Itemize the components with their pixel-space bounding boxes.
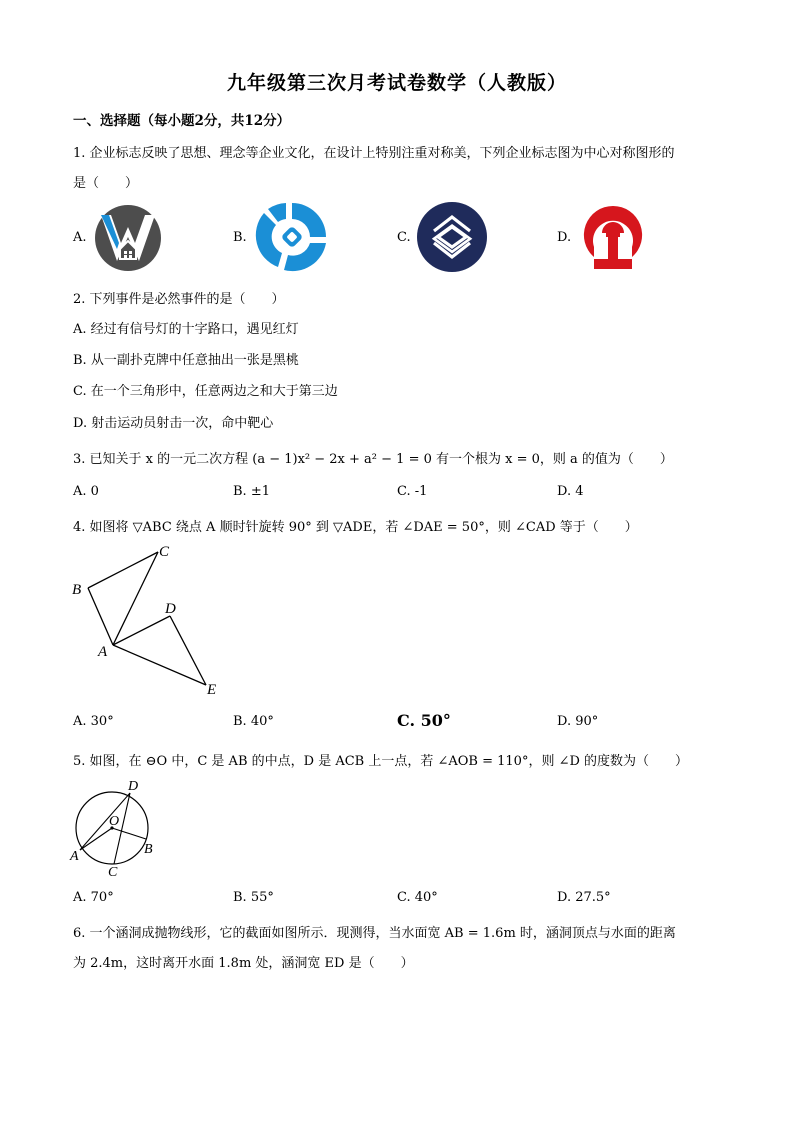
q4-segment-de (170, 616, 206, 685)
q5-radius-ob (112, 828, 146, 839)
q4-option-c: C. 50° (397, 711, 451, 730)
page-title: 九年级第三次月考试卷数学（人教版） (226, 72, 567, 94)
q5-stem: 5. 如图，在 ⊖O 中，C 是 AB 的中点，D 是 ACB 上一点，若 ∠AOB = 110°，则 ∠D 的度数为（ ） (73, 754, 689, 769)
q4-segment-ae (113, 645, 206, 685)
q1-option-b-label: B. (233, 230, 247, 245)
q1-stem-line2: 是（ ） (73, 176, 139, 191)
q4-option-d: D. 90° (557, 714, 599, 729)
q4-label-d: D (165, 601, 176, 617)
q5-option-a: A. 70° (73, 890, 114, 905)
q4-segment-ad (113, 616, 170, 645)
q1-option-a-label: A. (73, 230, 87, 245)
section-heading: 一、选择题（每小题2分，共12分） (73, 113, 291, 129)
q2-option-c: C. 在一个三角形中，任意两边之和大于第三边 (73, 384, 338, 399)
q4-label-a: A (98, 644, 108, 660)
q4-label-c: C (159, 544, 170, 560)
q4-label-b: B (72, 582, 82, 598)
q2-option-b: B. 从一副扑克牌中任意抽出一张是黑桃 (73, 353, 299, 368)
q4-option-a: A. 30° (73, 714, 114, 729)
q5-option-c: C. 40° (397, 890, 438, 905)
china-mobile-logo-icon (416, 201, 488, 273)
q3-stem: 3. 已知关于 x 的一元二次方程 (a − 1)x² − 2x + a² − 1 = 0 有一个根为 x = 0，则 a 的值为（ ） (73, 452, 673, 467)
q3-option-c: C. -1 (397, 484, 428, 499)
q6-stem-line1: 6. 一个涵洞成抛物线形，它的截面如图所示．现测得，当水面宽 AB = 1.6m 时，涵洞顶点与水面的距离 (73, 926, 676, 941)
q4-rotation-figure (68, 540, 228, 700)
q3-option-b: B. ±1 (233, 484, 270, 499)
q4-segment-ca (113, 552, 158, 645)
q4-label-e: E (207, 682, 217, 698)
q2-option-d: D. 射击运动员射击一次，命中靶心 (73, 416, 274, 431)
q5-label-a: A (70, 849, 79, 864)
q6-stem-line2: 为 2.4m，这时离开水面 1.8m 处，涵洞宽 ED 是（ ） (73, 956, 414, 971)
q4-option-b: B. 40° (233, 714, 274, 729)
q5-option-b: B. 55° (233, 890, 274, 905)
q5-option-d: D. 27.5° (557, 890, 611, 905)
q4-segment-bc (88, 552, 158, 588)
q4-segment-ba (88, 588, 113, 645)
q5-label-c: C (108, 865, 118, 880)
q2-option-a: A. 经过有信号灯的十字路口，遇见红灯 (73, 322, 299, 337)
q1-option-c-label: C. (397, 230, 411, 245)
q2-stem: 2. 下列事件是必然事件的是（ ） (73, 292, 285, 307)
q1-stem-line1: 1. 企业标志反映了思想、理念等企业文化，在设计上特别注重对称美，下列企业标志图为中心对称图形的 (73, 146, 675, 161)
q5-label-o: O (109, 814, 120, 829)
q1-option-d-label: D. (557, 230, 572, 245)
swirl-logo-icon (254, 199, 330, 275)
q3-option-d: D. 4 (557, 484, 584, 499)
railway-logo-icon (580, 203, 646, 273)
w-house-logo-icon (93, 203, 163, 273)
q3-option-a: A. 0 (73, 484, 99, 499)
q5-circle-figure (68, 776, 168, 881)
q5-label-d: D (128, 779, 139, 794)
q4-stem: 4. 如图将 ▽ABC 绕点 A 顺时针旋转 90° 到 ▽ADE，若 ∠DAE = 50°，则 ∠CAD 等于（ ） (73, 520, 638, 535)
q5-label-b: B (144, 842, 153, 857)
